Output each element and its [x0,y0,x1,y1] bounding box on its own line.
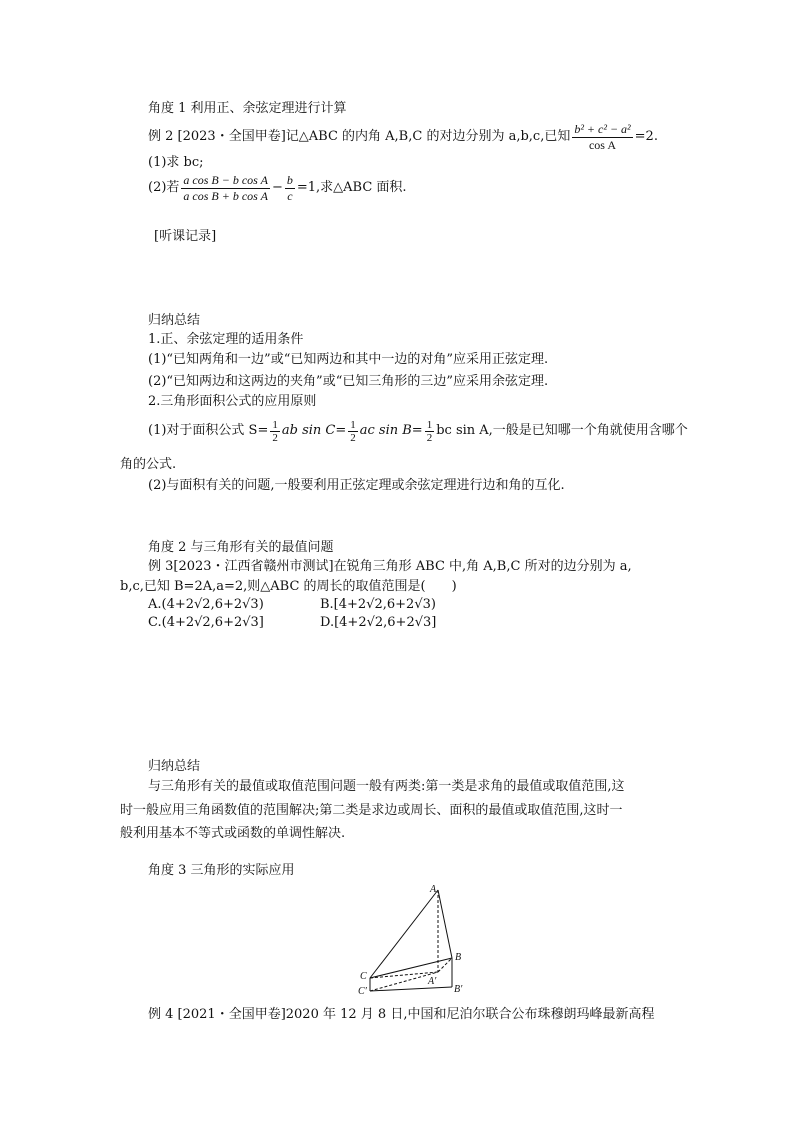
example2-question2 [148,170,407,206]
question2-fraction2-numerator: b [286,172,293,187]
listening-notes-label: [听课记录] [154,229,217,244]
example2-statement [148,118,658,156]
half-fraction-3 [425,419,435,444]
label-b-prime: B′ [454,984,463,995]
option-a: A.(4+2√2,6+2√3) [148,597,264,612]
question2-fraction-denominator: a cos B + b cos A [183,188,268,203]
triangle-figure [352,880,472,1000]
question2-fraction-numerator: a cos B − b cos A [183,172,268,187]
angle1-heading: 角度 1 利用正、余弦定理进行计算 [148,101,347,116]
summary2-heading: 归纳总结 [148,759,201,774]
half-denominator: 2 [350,431,356,444]
question2-minus: − [271,180,283,195]
question2-fraction2-denominator: c [287,188,293,203]
summary1-item2a-continuation: 角的公式. [120,457,177,472]
edge-cb [370,958,452,978]
angle3-heading: 角度 3 三角形的实际应用 [148,863,295,878]
summary1-item1b: (2)“已知两边和这两边的夹角”或“已知三角形的三边”应采用余弦定理. [148,374,549,389]
example4-line1: 例 4 [2021・全国甲卷]2020 年 12 月 8 日,中国和尼泊尔联合公布珠穆朗玛峰最新高程 [148,1007,655,1022]
half-numerator: 1 [272,418,278,431]
label-a: A [430,884,437,895]
label-a-prime: A′ [428,976,437,987]
edge-ac [370,890,438,978]
option-d: D.[4+2√2,6+2√3] [320,615,437,630]
example3-line2: b,c,已知 B=2A,a=2,则△ABC 的周长的取值范围是( ) [120,579,457,594]
half-denominator: 2 [272,431,278,444]
question2-suffix: =1,求△ABC 面积. [296,180,407,195]
half-denominator: 2 [426,431,433,444]
summary1-item2: 2.三角形面积公式的应用原则 [148,394,317,409]
half-numerator: 1 [426,418,433,431]
question2-fraction [181,173,270,204]
item2a-prefix: (1)对于面积公式 S= [148,423,269,438]
item2a-part2: ac sin B= [359,423,423,438]
angle2-heading: 角度 2 与三角形有关的最值问题 [148,540,334,555]
option-c: C.(4+2√2,6+2√3] [148,615,264,630]
summary2-line1: 与三角形有关的最值或取值范围问题一般有两类:第一类是求角的最值或取值范围,这 [148,779,625,794]
label-b: B [455,952,462,963]
half-fraction-1 [270,419,280,444]
label-c: C [360,971,367,982]
half-fraction-2 [348,419,358,444]
summary2-line3: 般利用基本不等式或函数的单调性解决. [120,826,346,841]
summary2-line2: 时一般应用三角函数值的范围解决;第二类是求边或周长、面积的最值或取值范围,这时一 [120,803,623,818]
question2-fraction-b-over-c [285,173,295,204]
summary1-item1a: (1)“已知两角和一边”或“已知两边和其中一边的对角”应采用正弦定理. [148,352,549,367]
example2-fraction [572,122,632,153]
example2-fraction-numerator: b² + c² − a² [574,121,631,136]
summary1-heading: 归纳总结 [148,313,201,328]
label-c-prime: C′ [358,986,367,997]
half-numerator: 1 [350,418,356,431]
option-b: B.[4+2√2,6+2√3) [320,597,436,612]
example2-prefix: 例 2 [2023・全国甲卷]记△ABC 的内角 A,B,C 的对边分别为 a,b,c,已知 [148,129,571,144]
example3-line1: 例 3[2023・江西省赣州市测试]在锐角三角形 ABC 中,角 A,B,C 所对的边分别为 a, [148,559,632,574]
edge-ab [438,890,452,958]
item2a-part3: bc sin A,一般是已知哪一个角就使用含哪个 [436,423,688,438]
question2-prefix: (2)若 [148,180,180,195]
summary1-item2b: (2)与面积有关的问题,一般要利用正弦定理或余弦定理进行边和角的互化. [148,478,565,493]
summary1-item1: 1.正、余弦定理的适用条件 [148,332,304,347]
item2a-part1: ab sin C= [281,423,347,438]
example2-question1: (1)求 bc; [148,155,204,170]
example2-suffix: =2. [634,129,658,144]
example2-fraction-denominator: cos A [588,137,616,152]
summary1-item2a [148,412,688,450]
